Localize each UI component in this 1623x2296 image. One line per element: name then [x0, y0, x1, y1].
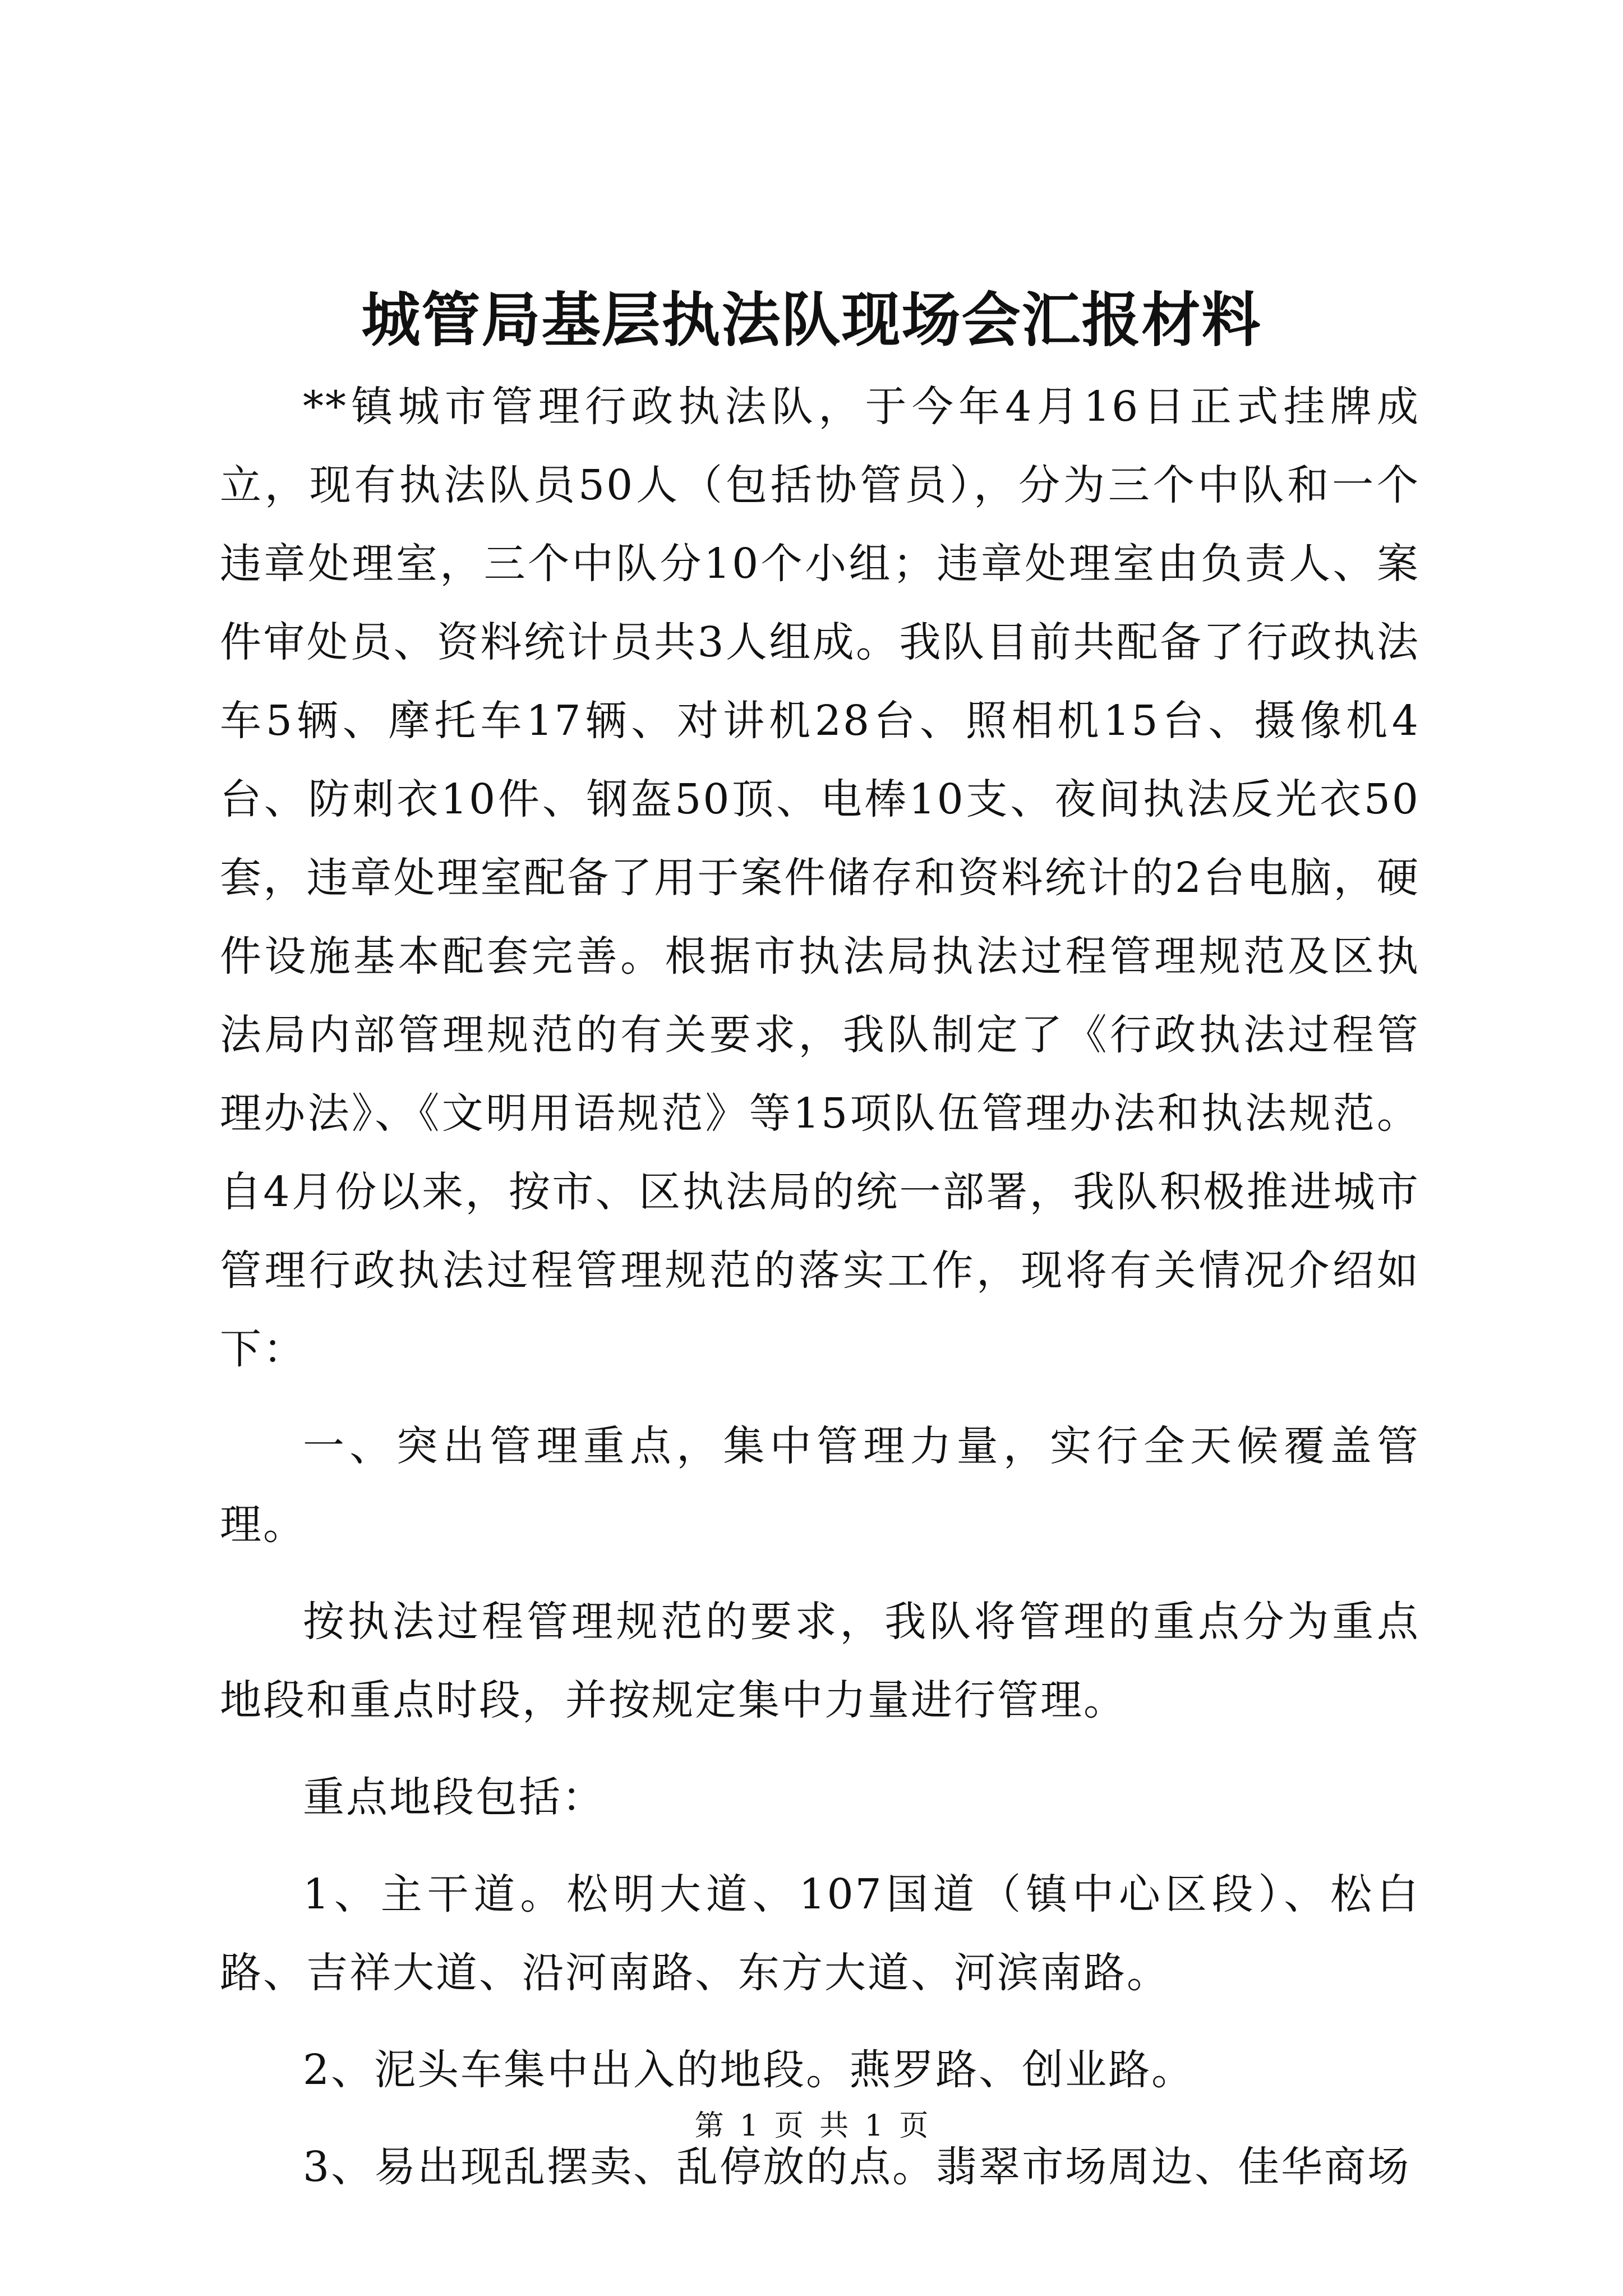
page-number-footer: 第 1 页 共 1 页 — [694, 2109, 929, 2143]
paragraph-focus-areas: 按执法过程管理规范的要求，我队将管理的重点分为重点地段和重点时段，并按规定集中力量进行管理。 — [220, 1598, 1420, 1724]
paragraph-section-heading: 一、突出管理重点，集中管理力量，实行全天候覆盖管理。 — [220, 1422, 1420, 1549]
paragraph-item-1: 1、主干道。松明大道、107国道（镇中心区段）、松白路、吉祥大道、沿河南路、东方大道、河滨南路。 — [220, 1870, 1420, 1997]
paragraph-key-areas-label: 重点地段包括： — [303, 1773, 605, 1821]
paragraph-item-3: 3、易出现乱摆卖、乱停放的点。翡翠市场周边、佳华商场 — [303, 2143, 1411, 2191]
document-body — [220, 367, 1420, 2206]
paragraph-intro: **镇城市管理行政执法队，于今年4月16日正式挂牌成立，现有执法队员50人（包括协管员），分为三个中队和一个违章处理室，三个中队分10个小组；违章处理室由负责人、案件审处员、资料统计员共3人组成。我队目前共配备了行政执法车5辆、摩托车17辆、对讲机28台、照相机15台、摄像机4台、防刺衣10件、钢盔50顶、电棒10支、夜间执法反光衣50套，违章处理室配备了用于案件储存和资料统计的2台电脑，硬件设施基本配套完善。根据市执法局执法过程管理规范及区执法局内部管理规范的有关要求，我队制定了《行政执法过程管理办法》、《文明用语规范》等15项队伍管理办法和执法规范。自4月份以来，按市、区执法局的统一部署，我队积极推进城市管理行政执法过程管理规范的落实工作，现将有关情况介绍如下： — [220, 383, 1420, 1373]
paragraph-item-2: 2、泥头车集中出入的地段。燕罗路、创业路。 — [303, 2046, 1195, 2094]
document-title: 城管局基层执法队现场会汇报材料 — [361, 285, 1262, 355]
